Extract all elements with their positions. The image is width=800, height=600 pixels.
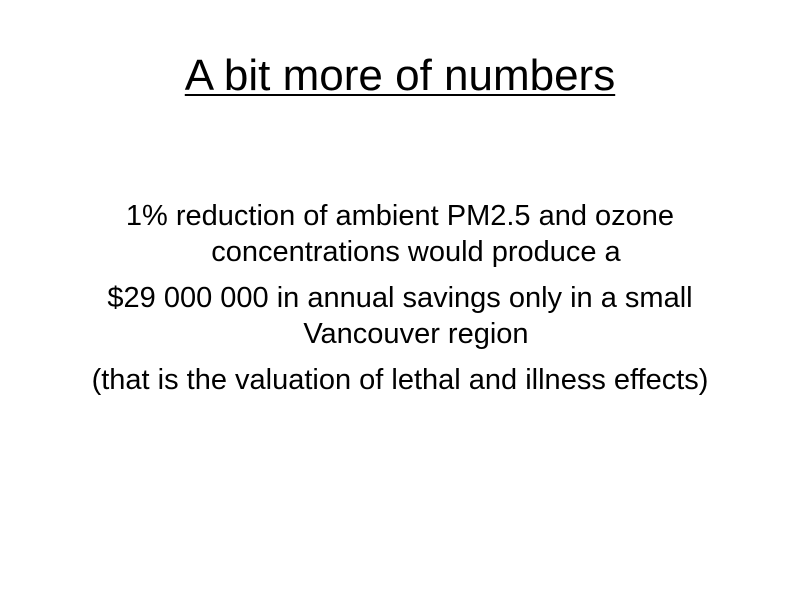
- body-paragraph-savings: $29 000 000 in annual savings only in a small Vancouver region: [107, 282, 693, 350]
- body-paragraph-reduction: 1% reduction of ambient PM2.5 and ozone concentrations would produce a: [125, 200, 675, 268]
- slide-title: A bit more of numbers: [184, 51, 616, 100]
- body-paragraph-valuation: (that is the valuation of lethal and illness effects): [91, 364, 709, 396]
- slide-body: [60, 198, 740, 408]
